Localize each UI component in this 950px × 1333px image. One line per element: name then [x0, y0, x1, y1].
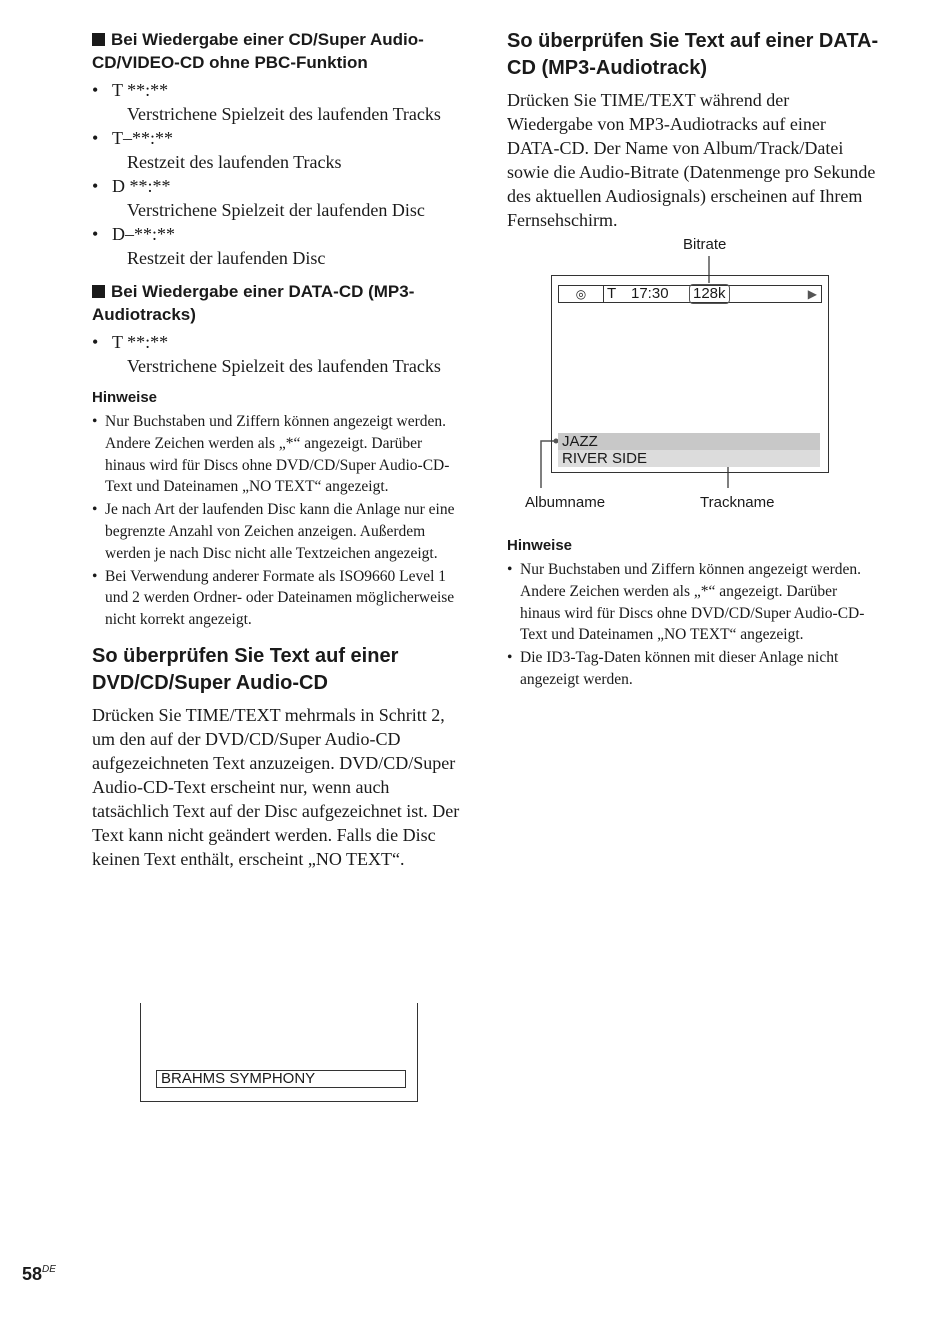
- trackname-label: Trackname: [700, 494, 775, 511]
- right-column: [507, 28, 879, 232]
- mp3-display-illustration: [551, 275, 829, 473]
- heading-mp3-text: So überprüfen Sie Text auf einer DATA-CD (MP3-Audiotrack): [507, 30, 879, 79]
- body-dvd-text: Drücken Sie TIME/TEXT mehrmals in Schritt 2, um den auf der DVD/CD/Super Audio-CD aufgezeichneten Text anzuzeigen. DVD/CD/Super Audio-CD-Text erscheint nur, wenn auch tatsächlich Text auf der Disc aufgezeichnet ist. Der Text kann nicht geändert werden. Falls die Disc keinen Text enthält, erscheint „NO TEXT“.: [92, 704, 460, 869]
- square-bullet-icon: [92, 285, 105, 298]
- time-readout: 17:30: [631, 285, 669, 302]
- heading-dvd-text: So überprüfen Sie Text auf einer DVD/CD/Super Audio-CD: [92, 644, 399, 694]
- note-item: • Die ID3-Tag-Daten können mit dieser Anlage nicht angezeigt werden.: [507, 647, 879, 691]
- list-item: • D–**:** Restzeit der laufenden Disc: [92, 224, 326, 268]
- section-title-cd: Bei Wiedergabe einer CD/Super Audio-CD/VIDEO-CD ohne PBC-Funktion: [92, 30, 424, 72]
- list-item: • T **:** Verstrichene Spielzeit des laufenden Tracks: [92, 80, 441, 124]
- list-item: • T–**:** Restzeit des laufenden Tracks: [92, 128, 342, 172]
- mp3-time-list: [92, 330, 464, 378]
- track-row: RIVER SIDE: [558, 450, 820, 467]
- left-column: [92, 28, 464, 871]
- note-item: • Nur Buchstaben und Ziffern können angezeigt werden. Andere Zeichen werden als „*“ angezeigt. Darüber hinaus wird für Discs ohne DVD/CD/Super Audio-CD-Text und Dateinamen „NO TEXT“ angezeigt.: [92, 411, 464, 498]
- disc-icon: ◎: [559, 286, 604, 302]
- dvd-display-illustration: [140, 1003, 418, 1102]
- notes-list: [92, 411, 464, 631]
- body-mp3-text: Drücken Sie TIME/TEXT während der Wiedergabe von MP3-Audiotracks auf einer DATA-CD. Der Name von Album/Track/Datei sowie die Audio-Bitrate (Datenmenge pro Sekunde des aktuellen Audiosignals) erscheinen auf Ihrem Fernsehschirm.: [507, 90, 876, 230]
- bitrate-value: 128k: [689, 284, 730, 304]
- dvd-text-bar: BRAHMS SYMPHONY: [156, 1070, 406, 1088]
- cd-time-list: [92, 78, 464, 270]
- mp3-status-bar: [558, 285, 822, 303]
- note-item: • Je nach Art der laufenden Disc kann die Anlage nur eine begrenzte Anzahl von Zeichen anzeigen. Außerdem werden je nach Disc nicht alle Textzeichen angezeigt.: [92, 499, 464, 564]
- list-item: • T **:** Verstrichene Spielzeit des laufenden Tracks: [92, 332, 441, 376]
- notes-title: Hinweise: [507, 537, 573, 554]
- play-icon: ▶: [807, 287, 817, 301]
- square-bullet-icon: [92, 33, 105, 46]
- bitrate-label: Bitrate: [683, 236, 727, 253]
- right-notes: [507, 536, 879, 692]
- section-title-mp3: Bei Wiedergabe einer DATA-CD (MP3-Audiotracks): [92, 282, 415, 324]
- page-number: 58DE: [22, 1264, 56, 1284]
- albumname-label: Albumname: [525, 494, 606, 511]
- album-row: JAZZ: [558, 433, 820, 450]
- list-item: • D **:** Verstrichene Spielzeit der laufenden Disc: [92, 176, 425, 220]
- note-item: • Bei Verwendung anderer Formate als ISO9660 Level 1 und 2 werden Ordner- oder Dateinamen möglicherweise nicht korrekt angezeigt.: [92, 566, 464, 631]
- notes-title: Hinweise: [92, 389, 158, 406]
- note-item: • Nur Buchstaben und Ziffern können angezeigt werden. Andere Zeichen werden als „*“ angezeigt. Darüber hinaus wird für Discs ohne DVD/CD/Super Audio-CD-Text und Dateinamen „NO TEXT“ angezeigt.: [507, 559, 879, 646]
- notes-list: [507, 559, 879, 691]
- track-indicator: T: [607, 285, 617, 302]
